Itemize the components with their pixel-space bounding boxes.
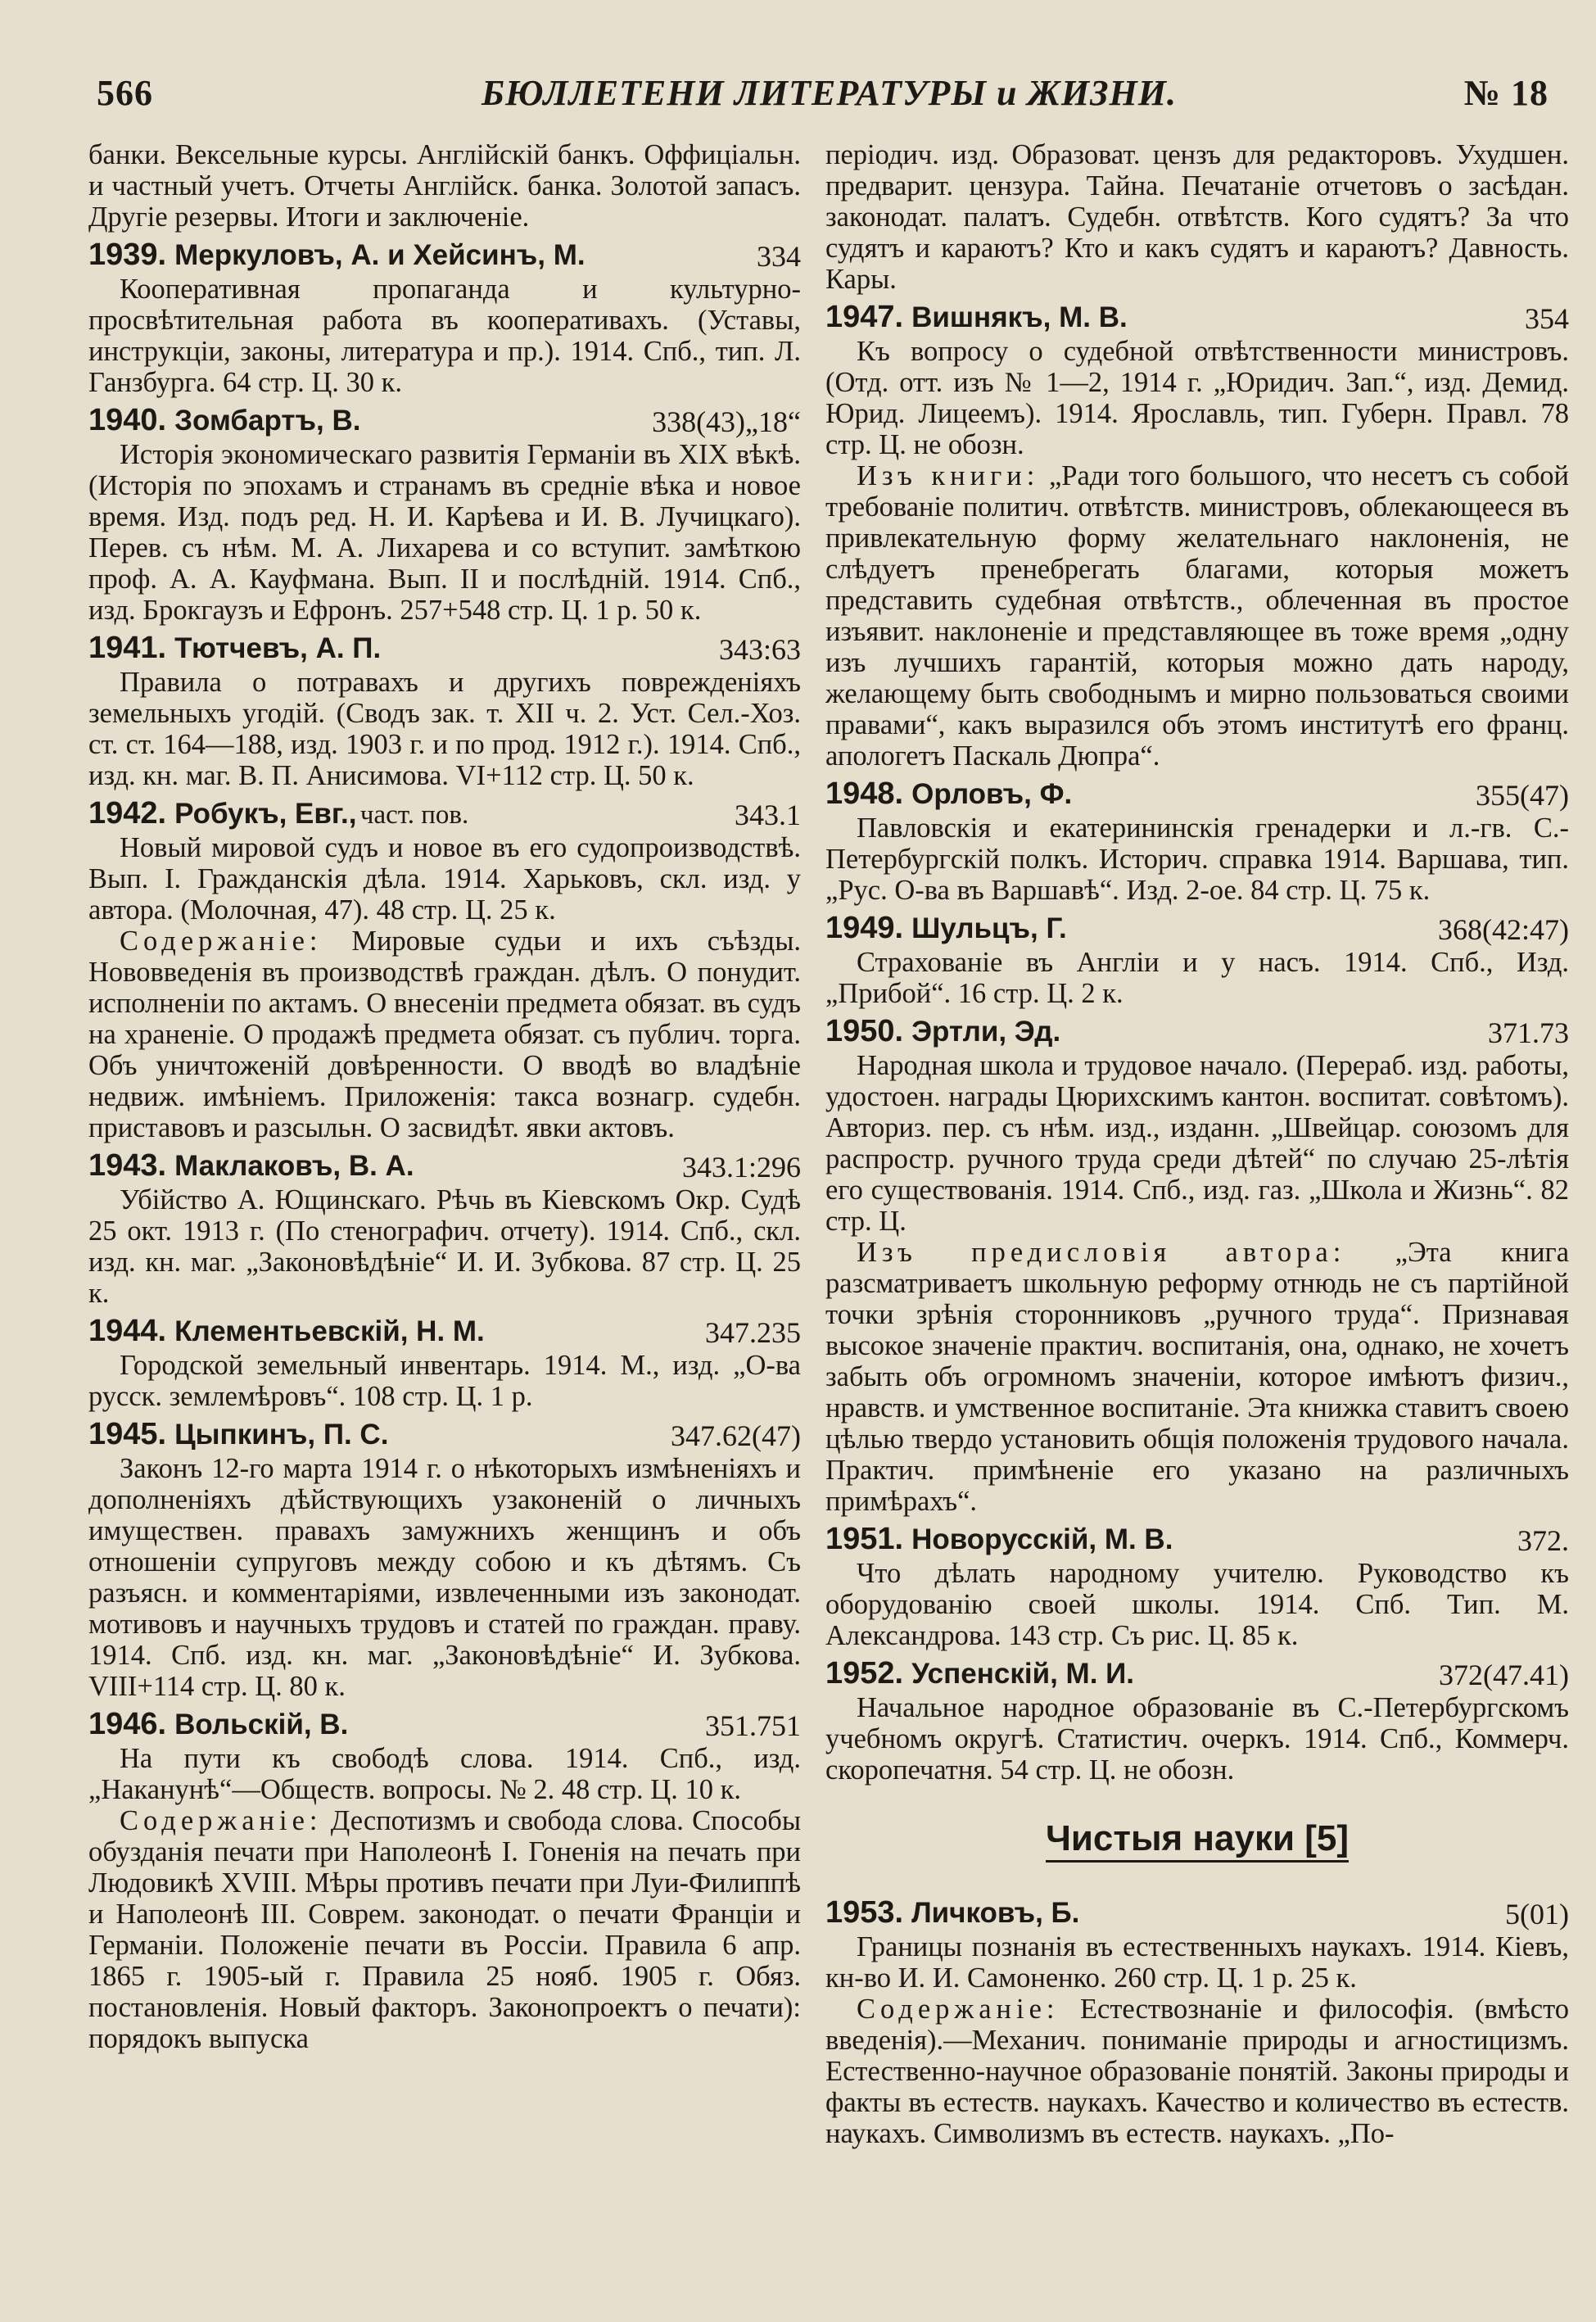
classification-code: 347.235 bbox=[705, 1316, 801, 1349]
entry-1953 bbox=[825, 1895, 1569, 2149]
entry-author: Вольскій, В. bbox=[174, 1709, 349, 1740]
entry-heading bbox=[88, 1314, 801, 1350]
entry-author: Робукъ, Евг., bbox=[174, 798, 357, 830]
entry-1943 bbox=[88, 1148, 801, 1309]
classification-code: 343:63 bbox=[718, 633, 801, 666]
entry-heading bbox=[88, 1707, 801, 1743]
section-title: Чистыя науки [5] bbox=[1046, 1818, 1349, 1863]
entry-1939 bbox=[88, 238, 801, 398]
entry-description: Что дѣлать народному учителю. Руководство къ оборудованію своей школы. 1914. Спб. Тип. М. Александрова. 143 стр. Съ рис. Ц. 85 к. bbox=[825, 1558, 1569, 1651]
classification-code: 338(43)„18“ bbox=[652, 405, 801, 438]
entry-author: Маклаковъ, В. А. bbox=[174, 1150, 414, 1182]
author-note: част. пов. bbox=[359, 800, 469, 830]
entry-author: Орловъ, Ф. bbox=[911, 778, 1073, 810]
entry-1947 bbox=[825, 300, 1569, 772]
entry-quote bbox=[825, 1237, 1569, 1517]
entry-description: Законъ 12-го марта 1914 г. о нѣкоторыхъ измѣненіяхъ и дополненіяхъ дѣйствующихъ узаконеній о личныхъ имуществен. правахъ замужнихъ женщинъ и объ отношеніи супруговъ между собою и къ дѣтямъ. Съ разъясн. и комментаріями, извлеченными изъ законодат. мотивовъ и научныхъ трудовъ и статей по граждан. праву. 1914. Спб. изд. кн. маг. „Законовѣдѣніе“ И. Зубкова. VIII+114 стр. Ц. 80 к. bbox=[88, 1453, 801, 1702]
entry-number: 1946. bbox=[88, 1707, 167, 1741]
classification-code: 343.1:296 bbox=[681, 1151, 801, 1184]
entry-author: Зомбартъ, В. bbox=[174, 405, 361, 437]
entry-number: 1940. bbox=[88, 403, 167, 437]
entry-heading bbox=[825, 911, 1569, 947]
entry-author: Личковъ, Б. bbox=[911, 1897, 1080, 1929]
entry-number: 1948. bbox=[825, 776, 904, 811]
contents-text: Деспотизмъ и свобода слова. Способы обузданія печати при Наполеонѣ I. Гоненія на печать при Людовикѣ XVIII. Мѣры противъ печати при Луи-Филиппѣ и Наполеонѣ III. Соврем. законодат. о печати Франціи и Германіи. Положеніе печати въ Россіи. Правила 6 апр. 1865 г. 1905-ый г. Правила 25 нояб. 1905 г. Обяз. постановленія. Новый факторъ. Законопроектъ о печати): порядокъ выпуска bbox=[88, 1805, 802, 2054]
entry-1944 bbox=[88, 1314, 801, 1412]
entry-heading bbox=[825, 1656, 1569, 1692]
entry-contents bbox=[88, 926, 801, 1143]
entry-heading bbox=[825, 1522, 1569, 1558]
entry-1946 bbox=[88, 1707, 801, 2054]
entry-1949 bbox=[825, 911, 1569, 1009]
entry-number: 1943. bbox=[88, 1148, 167, 1183]
continued-text: банки. Вексельные курсы. Англійскій банкъ. Оффиціальн. и частный учетъ. Отчеты Англійск. банка. Золотой запасъ. Другіе резервы. Итоги и заключеніе. bbox=[88, 139, 801, 233]
page-number: 566 bbox=[97, 73, 153, 113]
entry-author: Шульцъ, Г. bbox=[911, 912, 1067, 944]
entry-number: 1952. bbox=[825, 1656, 904, 1691]
entry-description: Начальное народное образованіе въ С.-Петербургскомъ учебномъ округѣ. Статистич. очеркъ. 1914. Спб., Коммерч. скоропечатня. 54 стр. Ц. не обозн. bbox=[825, 1692, 1569, 1786]
entry-description: Павловскія и екатерининскія гренадерки и л.-гв. С.-Петербургскій полкъ. Историч. справка 1914. Варшава, тип. „Рус. О-ва въ Варшавѣ“. Изд. 2-ое. 84 стр. Ц. 75 к. bbox=[825, 812, 1569, 906]
entry-1940 bbox=[88, 403, 801, 626]
entry-author: Новорусскій, М. В. bbox=[911, 1523, 1173, 1555]
running-head bbox=[97, 72, 1549, 121]
entry-description: Городской земельный инвентарь. 1914. М., изд. „О-ва русск. землемѣровъ“. 108 стр. Ц. 1 р. bbox=[88, 1350, 801, 1412]
classification-code: 347.62(47) bbox=[671, 1419, 801, 1452]
entry-description: Народная школа и трудовое начало. (Перераб. изд. работы, удостоен. награды Цюрихскимъ кантон. воспитат. совѣтомъ). Авториз. пер. съ нѣм. изд., изданн. „Швейцар. союзомъ для распростр. ручного труда среди дѣтей“ по случаю 25-лѣтія его существованія. 1914. Спб., изд. газ. „Школа и Жизнь“. 82 стр. Ц. bbox=[825, 1050, 1569, 1237]
entry-heading bbox=[88, 796, 801, 832]
quote-text: „Ради того большого, что несетъ съ собой требованіе политич. отвѣтств. министровъ, облекающееся въ привлекательную форму желательнаго наклоненія, не слѣдуетъ пренебрегать благами, которыя можетъ представить судебная отвѣтств., облеченная въ простое изъявит. наклоненіе и представляющее въ тоже время „одну изъ лучшихъ гарантій, которыя можно дать народу, желающему быть свободнымъ и мирно пользоваться своими правами“, какъ выразился объ этомъ институтѣ его франц. апологетъ Паскаль Дюпра“. bbox=[825, 460, 1570, 772]
entry-number: 1939. bbox=[88, 238, 167, 272]
contents-label: Содержаніе: bbox=[857, 1994, 1060, 2025]
entry-heading bbox=[88, 631, 801, 667]
classification-code: 351.751 bbox=[705, 1709, 801, 1742]
classification-code: 354 bbox=[1525, 302, 1569, 335]
entry-1951 bbox=[825, 1522, 1569, 1651]
entry-description: Новый мировой судъ и новое въ его судопроизводствѣ. Вып. I. Гражданскія дѣла. 1914. Харьковъ, скл. изд. у автора. (Молочная, 47). 48 стр. Ц. 25 к. bbox=[88, 832, 801, 926]
quote-text: „Эта книга разсматриваетъ школьную реформу отнюдь не съ партійной точки зрѣнія сторонниковъ „ручного труда“. Признавая высокое значеніе практич. воспитанія, она, однако, не хочетъ забыть объ огромномъ значеніи, которое имѣютъ физич., нравств. и умственное воспитаніе. Эта книжка ставитъ своею цѣлью твердо установить общія положенія трудового начала. Практич. примѣненіе его указано на различныхъ примѣрахъ“. bbox=[825, 1237, 1570, 1517]
journal-title: БЮЛЛЕТЕНИ ЛИТЕРАТУРЫ и ЖИЗНИ. bbox=[482, 73, 1177, 113]
entry-author: Вишнякъ, М. В. bbox=[911, 301, 1128, 333]
classification-code: 372. bbox=[1517, 1524, 1569, 1557]
contents-label: Содержаніе: bbox=[120, 1805, 323, 1836]
entry-heading bbox=[88, 1148, 801, 1184]
entry-description: Границы познанія въ естественныхъ наукахъ. 1914. Кіевъ, кн-во И. И. Самоненко. 260 стр. Ц. 1 р. 25 к. bbox=[825, 1931, 1569, 1994]
entry-description: Правила о потравахъ и другихъ поврежденіяхъ земельныхъ угодій. (Сводъ зак. т. XII ч. 2. Уст. Сел.-Хоз. ст. ст. 164—188, изд. 1903 г. и по прод. 1912 г.). 1914. Спб., изд. кн. маг. В. П. Анисимова. VI+112 стр. Ц. 50 к. bbox=[88, 667, 801, 791]
quote-label: Изъ книги: bbox=[857, 460, 1040, 491]
entry-heading bbox=[825, 300, 1569, 336]
entry-description: Исторія экономическаго развитія Германіи въ XIX вѣкѣ. (Исторія по эпохамъ и странамъ въ средніе вѣка и новое время. Изд. подъ ред. Н. И. Карѣева и И. В. Лучицкаго). Перев. съ нѣм. М. А. Лихарева и со вступит. замѣткою проф. А. А. Кауфмана. Вып. II и послѣдній. 1914. Спб., изд. Брокгаузъ и Ефронъ. 257+548 стр. Ц. 1 р. 50 к. bbox=[88, 439, 801, 626]
entry-description: Страхованіе въ Англіи и у насъ. 1914. Спб., Изд. „Прибой“. 16 стр. Ц. 2 к. bbox=[825, 947, 1569, 1009]
entry-number: 1945. bbox=[88, 1417, 167, 1451]
entry-number: 1944. bbox=[88, 1314, 167, 1348]
entry-quote bbox=[825, 460, 1569, 772]
entry-author: Тютчевъ, А. П. bbox=[174, 632, 382, 664]
entry-heading bbox=[88, 1417, 801, 1453]
entry-number: 1947. bbox=[825, 300, 904, 334]
entry-1945 bbox=[88, 1417, 801, 1702]
continued-text: періодич. изд. Образоват. цензъ для редакторовъ. Ухудшен. предварит. цензура. Тайна. Печатаніе отчетовъ о засѣдан. законодат. палатъ. Судебн. отвѣтств. Кого судятъ? За что судятъ и караютъ? Кто и какъ судятъ и караютъ? Давность. Кары. bbox=[825, 139, 1569, 295]
classification-code: 371.73 bbox=[1488, 1016, 1569, 1049]
left-column bbox=[88, 139, 801, 2054]
entry-heading bbox=[825, 776, 1569, 812]
classification-code: 368(42:47) bbox=[1438, 913, 1569, 946]
classification-code: 343.1 bbox=[735, 799, 801, 831]
entry-description: Убійство А. Ющинскаго. Рѣчь въ Кіевскомъ Окр. Судѣ 25 окт. 1913 г. (По стенографич. отчету). 1914. Спб., скл. изд. кн. маг. „Законовѣдѣніе“ И. И. Зубкова. 87 стр. Ц. 25 к. bbox=[88, 1184, 801, 1309]
entry-number: 1953. bbox=[825, 1895, 904, 1930]
entry-author: Клементьевскій, Н. М. bbox=[174, 1315, 485, 1347]
entry-author: Меркуловъ, А. и Хейсинъ, М. bbox=[174, 239, 586, 271]
entry-contents bbox=[88, 1805, 801, 2054]
entry-number: 1941. bbox=[88, 631, 167, 665]
entry-number: 1949. bbox=[825, 911, 904, 945]
entry-1941 bbox=[88, 631, 801, 791]
contents-label: Содержаніе: bbox=[120, 926, 323, 957]
section-heading bbox=[825, 1818, 1569, 1859]
classification-code: 355(47) bbox=[1476, 779, 1569, 812]
contents-text: Мировые судьи и ихъ съѣзды. Нововведенія въ производствѣ граждан. дѣлъ. О понудит. исполненіи по актамъ. О внесеніи предмета обязат. въ судъ на храненіе. О продажѣ предмета обязат. съ публич. торга. Объ уничтоженій довѣренности. О вводѣ во владѣніе недвиж. имѣніемъ. Приложенія: такса вознагр. судебн. приставовъ и разсыльн. О засвидѣт. явки актовъ. bbox=[88, 926, 801, 1143]
classification-code: 334 bbox=[757, 240, 801, 273]
entry-number: 1942. bbox=[88, 796, 167, 831]
entry-heading bbox=[88, 238, 801, 274]
entry-1952 bbox=[825, 1656, 1569, 1786]
entry-description: Къ вопросу о судебной отвѣтственности министровъ. (Отд. отт. изъ № 1—2, 1914 г. „Юридич. Зап.“, изд. Демид. Юрид. Лицеемъ). 1914. Ярославль, тип. Губерн. Правл. 78 стр. Ц. не обозн. bbox=[825, 336, 1569, 460]
classification-code: 372(47.41) bbox=[1439, 1659, 1569, 1691]
classification-code: 5(01) bbox=[1505, 1898, 1569, 1930]
entry-author: Цыпкинъ, П. С. bbox=[174, 1419, 389, 1451]
contents-text: Естествознаніе и философія. (вмѣсто введенія).—Механич. пониманіе природы и агностицизмъ. Естественно-научное образованіе понятій. Законы природы и факты въ естеств. наукахъ. Качество и количество въ естеств. наукахъ. Символизмъ въ естеств. наукахъ. „По- bbox=[825, 1994, 1569, 2149]
entry-1942 bbox=[88, 796, 801, 1143]
entry-1948 bbox=[825, 776, 1569, 906]
entry-heading bbox=[825, 1014, 1569, 1050]
quote-label: Изъ предисловія автора: bbox=[857, 1237, 1346, 1268]
entry-author: Эртли, Эд. bbox=[911, 1016, 1061, 1048]
issue-number: № 18 bbox=[1463, 73, 1549, 113]
entry-description: На пути къ свободѣ слова. 1914. Спб., изд. „Наканунѣ“—Обществ. вопросы. № 2. 48 стр. Ц. 10 к. bbox=[88, 1743, 801, 1805]
entry-number: 1950. bbox=[825, 1014, 904, 1048]
right-column bbox=[825, 139, 1569, 2149]
entry-contents bbox=[825, 1994, 1569, 2149]
entry-1950 bbox=[825, 1014, 1569, 1517]
entry-description: Кооперативная пропаганда и культурно-просвѣтительная работа въ кооперативахъ. (Уставы, инструкціи, законы, литература и пр.). 1914. Спб., тип. Л. Ганзбурга. 64 стр. Ц. 30 к. bbox=[88, 274, 801, 398]
entry-heading bbox=[825, 1895, 1569, 1931]
entry-author: Успенскій, М. И. bbox=[911, 1658, 1135, 1690]
entry-heading bbox=[88, 403, 801, 439]
entry-number: 1951. bbox=[825, 1522, 904, 1556]
